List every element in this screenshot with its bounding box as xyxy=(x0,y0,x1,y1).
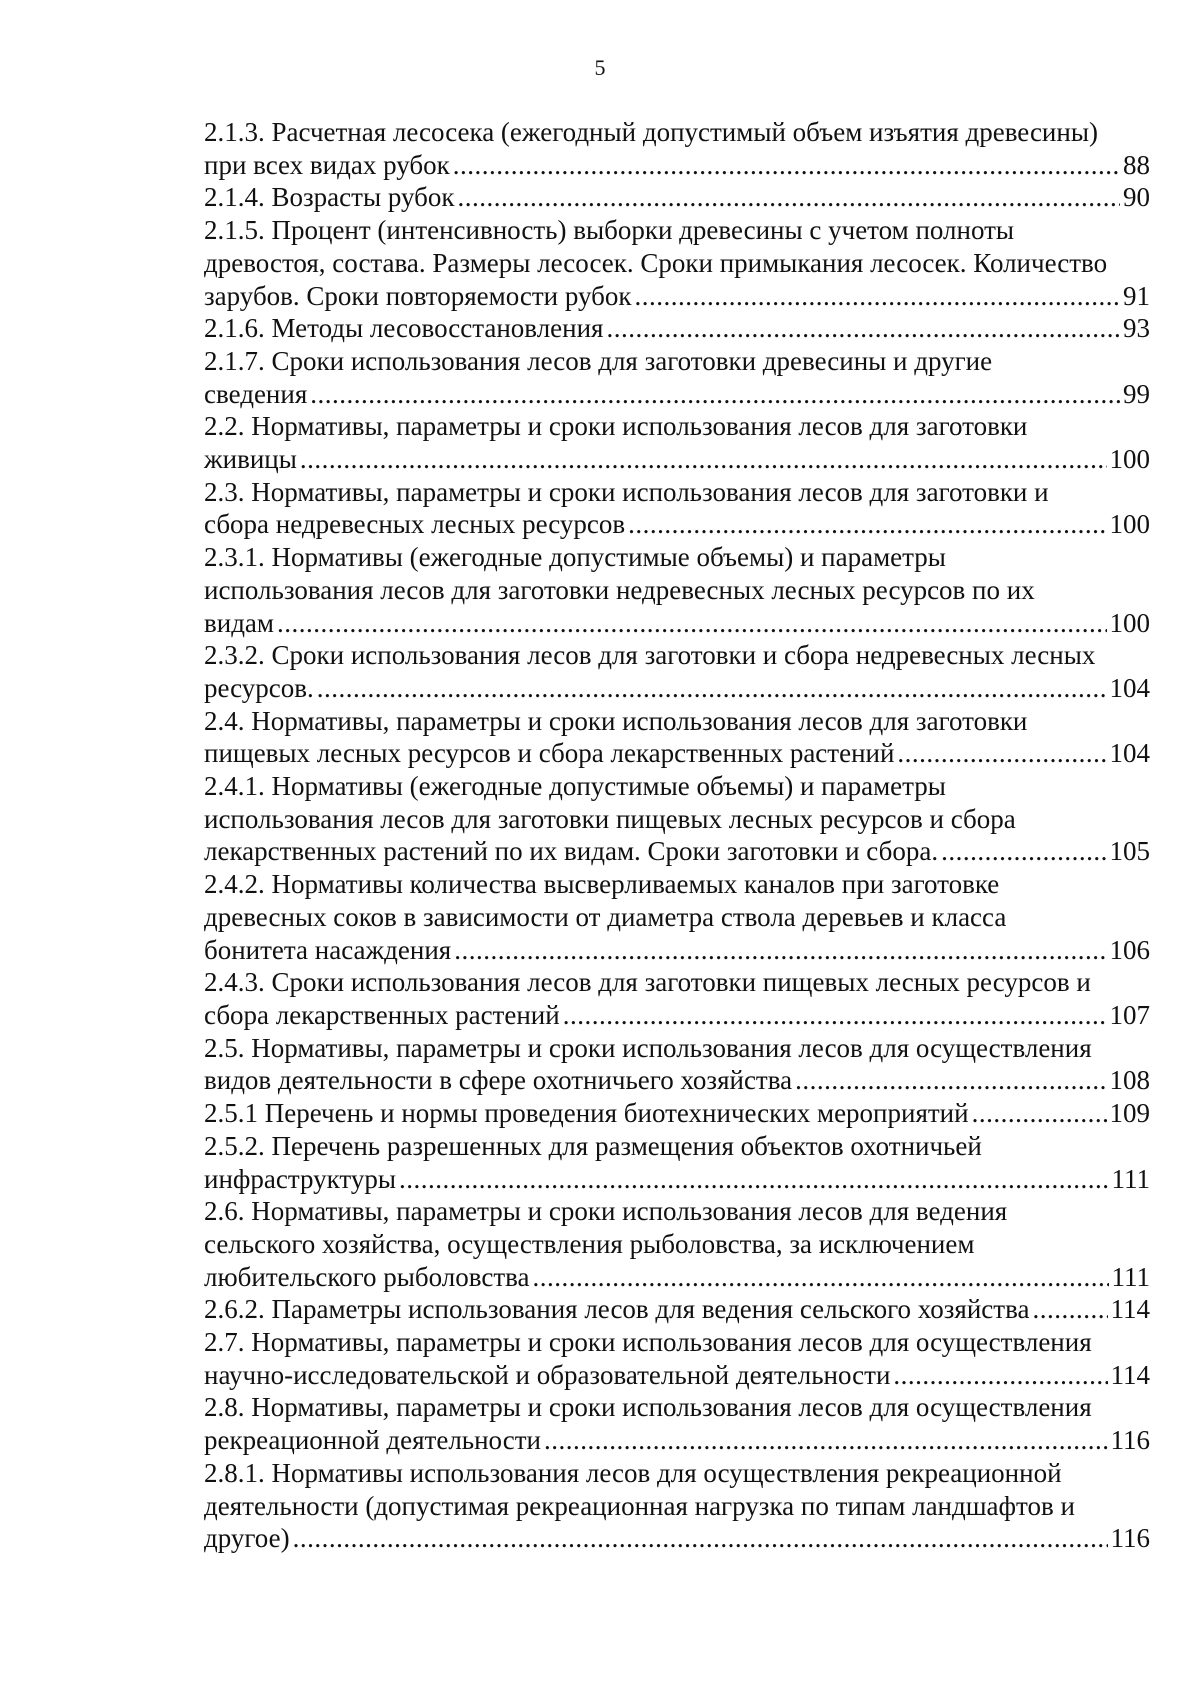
toc-page-number: 99 xyxy=(1123,378,1150,409)
toc-entry xyxy=(204,966,1150,1031)
toc-dot-leader xyxy=(635,280,1120,313)
toc-dot-leader xyxy=(533,1261,1109,1294)
toc-page-number: 116 xyxy=(1110,1523,1150,1554)
toc-entry-title-line: 2.4.1. Нормативы (ежегодные допустимые объемы) и параметры xyxy=(204,771,946,802)
toc-page-number: 91 xyxy=(1123,280,1150,311)
toc-page-number: 93 xyxy=(1123,313,1150,344)
toc-entry-title-line: 2.4.2. Нормативы количества высверливаемых каналов при заготовке xyxy=(204,869,1000,900)
toc-entry-title-line: 2.1.6. Методы лесовосстановления xyxy=(204,313,604,344)
toc-entry-title-line: 2.5.2. Перечень разрешенных для размещения объектов охотничьей xyxy=(204,1130,982,1161)
toc-entry-title-line: использования лесов для заготовки недревесных лесных ресурсов по их xyxy=(204,574,1035,605)
toc-page-number: 104 xyxy=(1109,672,1150,703)
toc-dot-leader xyxy=(293,1522,1108,1555)
toc-dot-leader xyxy=(300,443,1107,476)
toc-entry-last-line xyxy=(204,835,1150,868)
toc-entry-title-line: 2.2. Нормативы, параметры и сроки использования лесов для заготовки xyxy=(204,411,1028,442)
toc-entry-last-line xyxy=(204,999,1150,1032)
toc-dot-leader xyxy=(563,999,1107,1032)
toc-page-number: 108 xyxy=(1109,1065,1150,1096)
toc-entry-title-line: древостоя, состава. Размеры лесосек. Сроки примыкания лесосек. Количество xyxy=(204,247,1108,278)
toc-entry-title-line: сбора недревесных лесных ресурсов xyxy=(204,509,626,540)
toc-dot-leader xyxy=(941,835,1106,868)
toc-entry-last-line xyxy=(204,280,1150,313)
toc-page-number: 100 xyxy=(1109,509,1150,540)
toc-entry-title-line: сведения xyxy=(204,378,308,409)
toc-entry-title-line: 2.4. Нормативы, параметры и сроки использования лесов для заготовки xyxy=(204,705,1028,736)
toc-entry-title-line: 2.8.1. Нормативы использования лесов для осуществления рекреационной xyxy=(204,1457,1062,1488)
toc-entry xyxy=(204,770,1150,868)
toc-entry-title-line: 2.6. Нормативы, параметры и сроки использования лесов для ведения xyxy=(204,1196,1008,1227)
toc-entry-title-line: живицы xyxy=(204,444,297,475)
toc-page-number: 114 xyxy=(1110,1294,1150,1325)
toc-dot-leader xyxy=(893,1359,1107,1392)
toc-entry xyxy=(204,1097,1150,1130)
toc-page-number: 116 xyxy=(1110,1425,1150,1456)
toc-entry-last-line xyxy=(204,1163,1150,1196)
toc-page-number: 106 xyxy=(1109,934,1150,965)
toc-entry-last-line xyxy=(204,312,1150,345)
toc-entry-title-line: 2.3.1. Нормативы (ежегодные допустимые объемы) и параметры xyxy=(204,542,946,573)
toc-entry-title-line: пищевых лесных ресурсов и сбора лекарственных растений xyxy=(204,738,895,769)
toc-entry xyxy=(204,1326,1150,1391)
toc-page-number: 88 xyxy=(1123,149,1150,180)
toc-entry xyxy=(204,410,1150,475)
toc-entry xyxy=(204,1130,1150,1195)
toc-entry-last-line xyxy=(204,181,1150,214)
toc-dot-leader xyxy=(972,1097,1107,1130)
toc-entry-title-line: другое) xyxy=(204,1523,290,1554)
toc-entry xyxy=(204,1391,1150,1456)
toc-page-number: 114 xyxy=(1110,1359,1150,1390)
toc-dot-leader xyxy=(277,607,1106,640)
toc-page-number: 100 xyxy=(1109,444,1150,475)
toc-entry xyxy=(204,214,1150,312)
toc-entry-title-line: 2.1.5. Процент (интенсивность) выборки древесины с учетом полноты xyxy=(204,215,1015,246)
toc-entry-last-line xyxy=(204,672,1150,705)
toc-entry xyxy=(204,1457,1150,1555)
toc-entry-last-line xyxy=(204,1293,1150,1326)
toc-entry-last-line xyxy=(204,607,1150,640)
toc-entry xyxy=(204,1032,1150,1097)
toc-entry-title-line: сельского хозяйства, осуществления рыболовства, за исключением xyxy=(204,1228,975,1259)
toc-entry-title-line: 2.1.4. Возрасты рубок xyxy=(204,182,455,213)
toc-entry xyxy=(204,868,1150,966)
toc-dot-leader xyxy=(606,312,1120,345)
toc-entry-title-line: рекреационной деятельности xyxy=(204,1425,541,1456)
toc-dot-leader xyxy=(457,181,1120,214)
toc-entry-last-line xyxy=(204,1097,1150,1130)
table-of-contents xyxy=(204,116,1150,1555)
toc-dot-leader xyxy=(310,378,1120,411)
toc-entry xyxy=(204,476,1150,541)
toc-dot-leader xyxy=(897,737,1106,770)
toc-entry-last-line xyxy=(204,1522,1150,1555)
toc-entry xyxy=(204,116,1150,181)
toc-dot-leader xyxy=(1032,1293,1107,1326)
toc-entry-title-line: инфраструктуры xyxy=(204,1163,396,1194)
toc-entry xyxy=(204,705,1150,770)
toc-entry-title-line: 2.8. Нормативы, параметры и сроки использования лесов для осуществления xyxy=(204,1392,1092,1423)
toc-entry-title-line: научно-исследовательской и образовательной деятельности xyxy=(204,1359,891,1390)
toc-entry xyxy=(204,1293,1150,1326)
toc-page-number: 107 xyxy=(1109,999,1150,1030)
page-number: 5 xyxy=(594,55,606,80)
toc-entry xyxy=(204,541,1150,639)
toc-dot-leader xyxy=(544,1424,1108,1457)
toc-entry-last-line xyxy=(204,1261,1150,1294)
toc-dot-leader xyxy=(795,1064,1106,1097)
toc-entry-last-line xyxy=(204,1359,1150,1392)
toc-dot-leader xyxy=(317,672,1107,705)
toc-dot-leader xyxy=(453,149,1120,182)
toc-entry xyxy=(204,181,1150,214)
toc-entry-last-line xyxy=(204,378,1150,411)
toc-entry-title-line: зарубов. Сроки повторяемости рубок xyxy=(204,280,632,311)
toc-entry-title-line: сбора лекарственных растений xyxy=(204,999,560,1030)
toc-page-number: 111 xyxy=(1111,1261,1150,1292)
toc-entry-last-line xyxy=(204,1424,1150,1457)
toc-entry-title-line: при всех видах рубок xyxy=(204,149,450,180)
toc-entry xyxy=(204,1195,1150,1293)
toc-entry-title-line: 2.1.7. Сроки использования лесов для заготовки древесины и другие xyxy=(204,345,993,376)
toc-dot-leader xyxy=(628,508,1106,541)
toc-entry-last-line xyxy=(204,934,1150,967)
toc-entry-title-line: любительского рыболовства xyxy=(204,1261,530,1292)
toc-entry xyxy=(204,312,1150,345)
toc-entry-title-line: 2.3. Нормативы, параметры и сроки использования лесов для заготовки и xyxy=(204,476,1049,507)
toc-entry-title-line: 2.7. Нормативы, параметры и сроки использования лесов для осуществления xyxy=(204,1327,1092,1358)
toc-entry-title-line: видам xyxy=(204,607,275,638)
toc-entry-title-line: лекарственных растений по их видам. Сроки заготовки и сбора. xyxy=(204,836,939,867)
toc-entry-title-line: 2.1.3. Расчетная лесосека (ежегодный допустимый объем изъятия древесины) xyxy=(204,117,1098,147)
toc-entry-title-line: 2.3.2. Сроки использования лесов для заготовки и сбора недревесных лесных xyxy=(204,640,1096,671)
toc-entry-title-line: использования лесов для заготовки пищевых лесных ресурсов и сбора xyxy=(204,803,1016,834)
toc-entry-title-line: деятельности (допустимая рекреационная нагрузка по типам ландшафтов и xyxy=(204,1490,1075,1521)
toc-entry-last-line xyxy=(204,1064,1150,1097)
toc-entry-title-line: 2.4.3. Сроки использования лесов для заготовки пищевых лесных ресурсов и xyxy=(204,967,1091,998)
toc-page-number: 105 xyxy=(1109,836,1150,867)
toc-entry xyxy=(204,639,1150,704)
toc-entry-last-line xyxy=(204,737,1150,770)
toc-page-number: 111 xyxy=(1111,1163,1150,1194)
toc-entry-title-line: древесных соков в зависимости от диаметра ствола деревьев и класса xyxy=(204,901,1007,932)
toc-entry-title-line: 2.5.1 Перечень и нормы проведения биотехнических мероприятий xyxy=(204,1098,969,1129)
toc-dot-leader xyxy=(399,1163,1109,1196)
toc-entry-last-line xyxy=(204,443,1150,476)
toc-entry-title-line: ресурсов. xyxy=(204,672,314,703)
toc-entry-last-line xyxy=(204,149,1150,182)
toc-entry-last-line xyxy=(204,508,1150,541)
toc-entry-title-line: видов деятельности в сфере охотничьего хозяйства xyxy=(204,1065,793,1096)
toc-page-number: 104 xyxy=(1109,738,1150,769)
toc-dot-leader xyxy=(454,934,1106,967)
toc-page-number: 109 xyxy=(1109,1098,1150,1129)
toc-entry xyxy=(204,345,1150,410)
toc-page-number: 100 xyxy=(1109,607,1150,638)
toc-page-number: 90 xyxy=(1123,182,1150,213)
toc-entry-title-line: бонитета насаждения xyxy=(204,934,452,965)
toc-entry-title-line: 2.6.2. Параметры использования лесов для ведения сельского хозяйства xyxy=(204,1294,1030,1325)
toc-entry-title-line: 2.5. Нормативы, параметры и сроки использования лесов для осуществления xyxy=(204,1032,1092,1063)
